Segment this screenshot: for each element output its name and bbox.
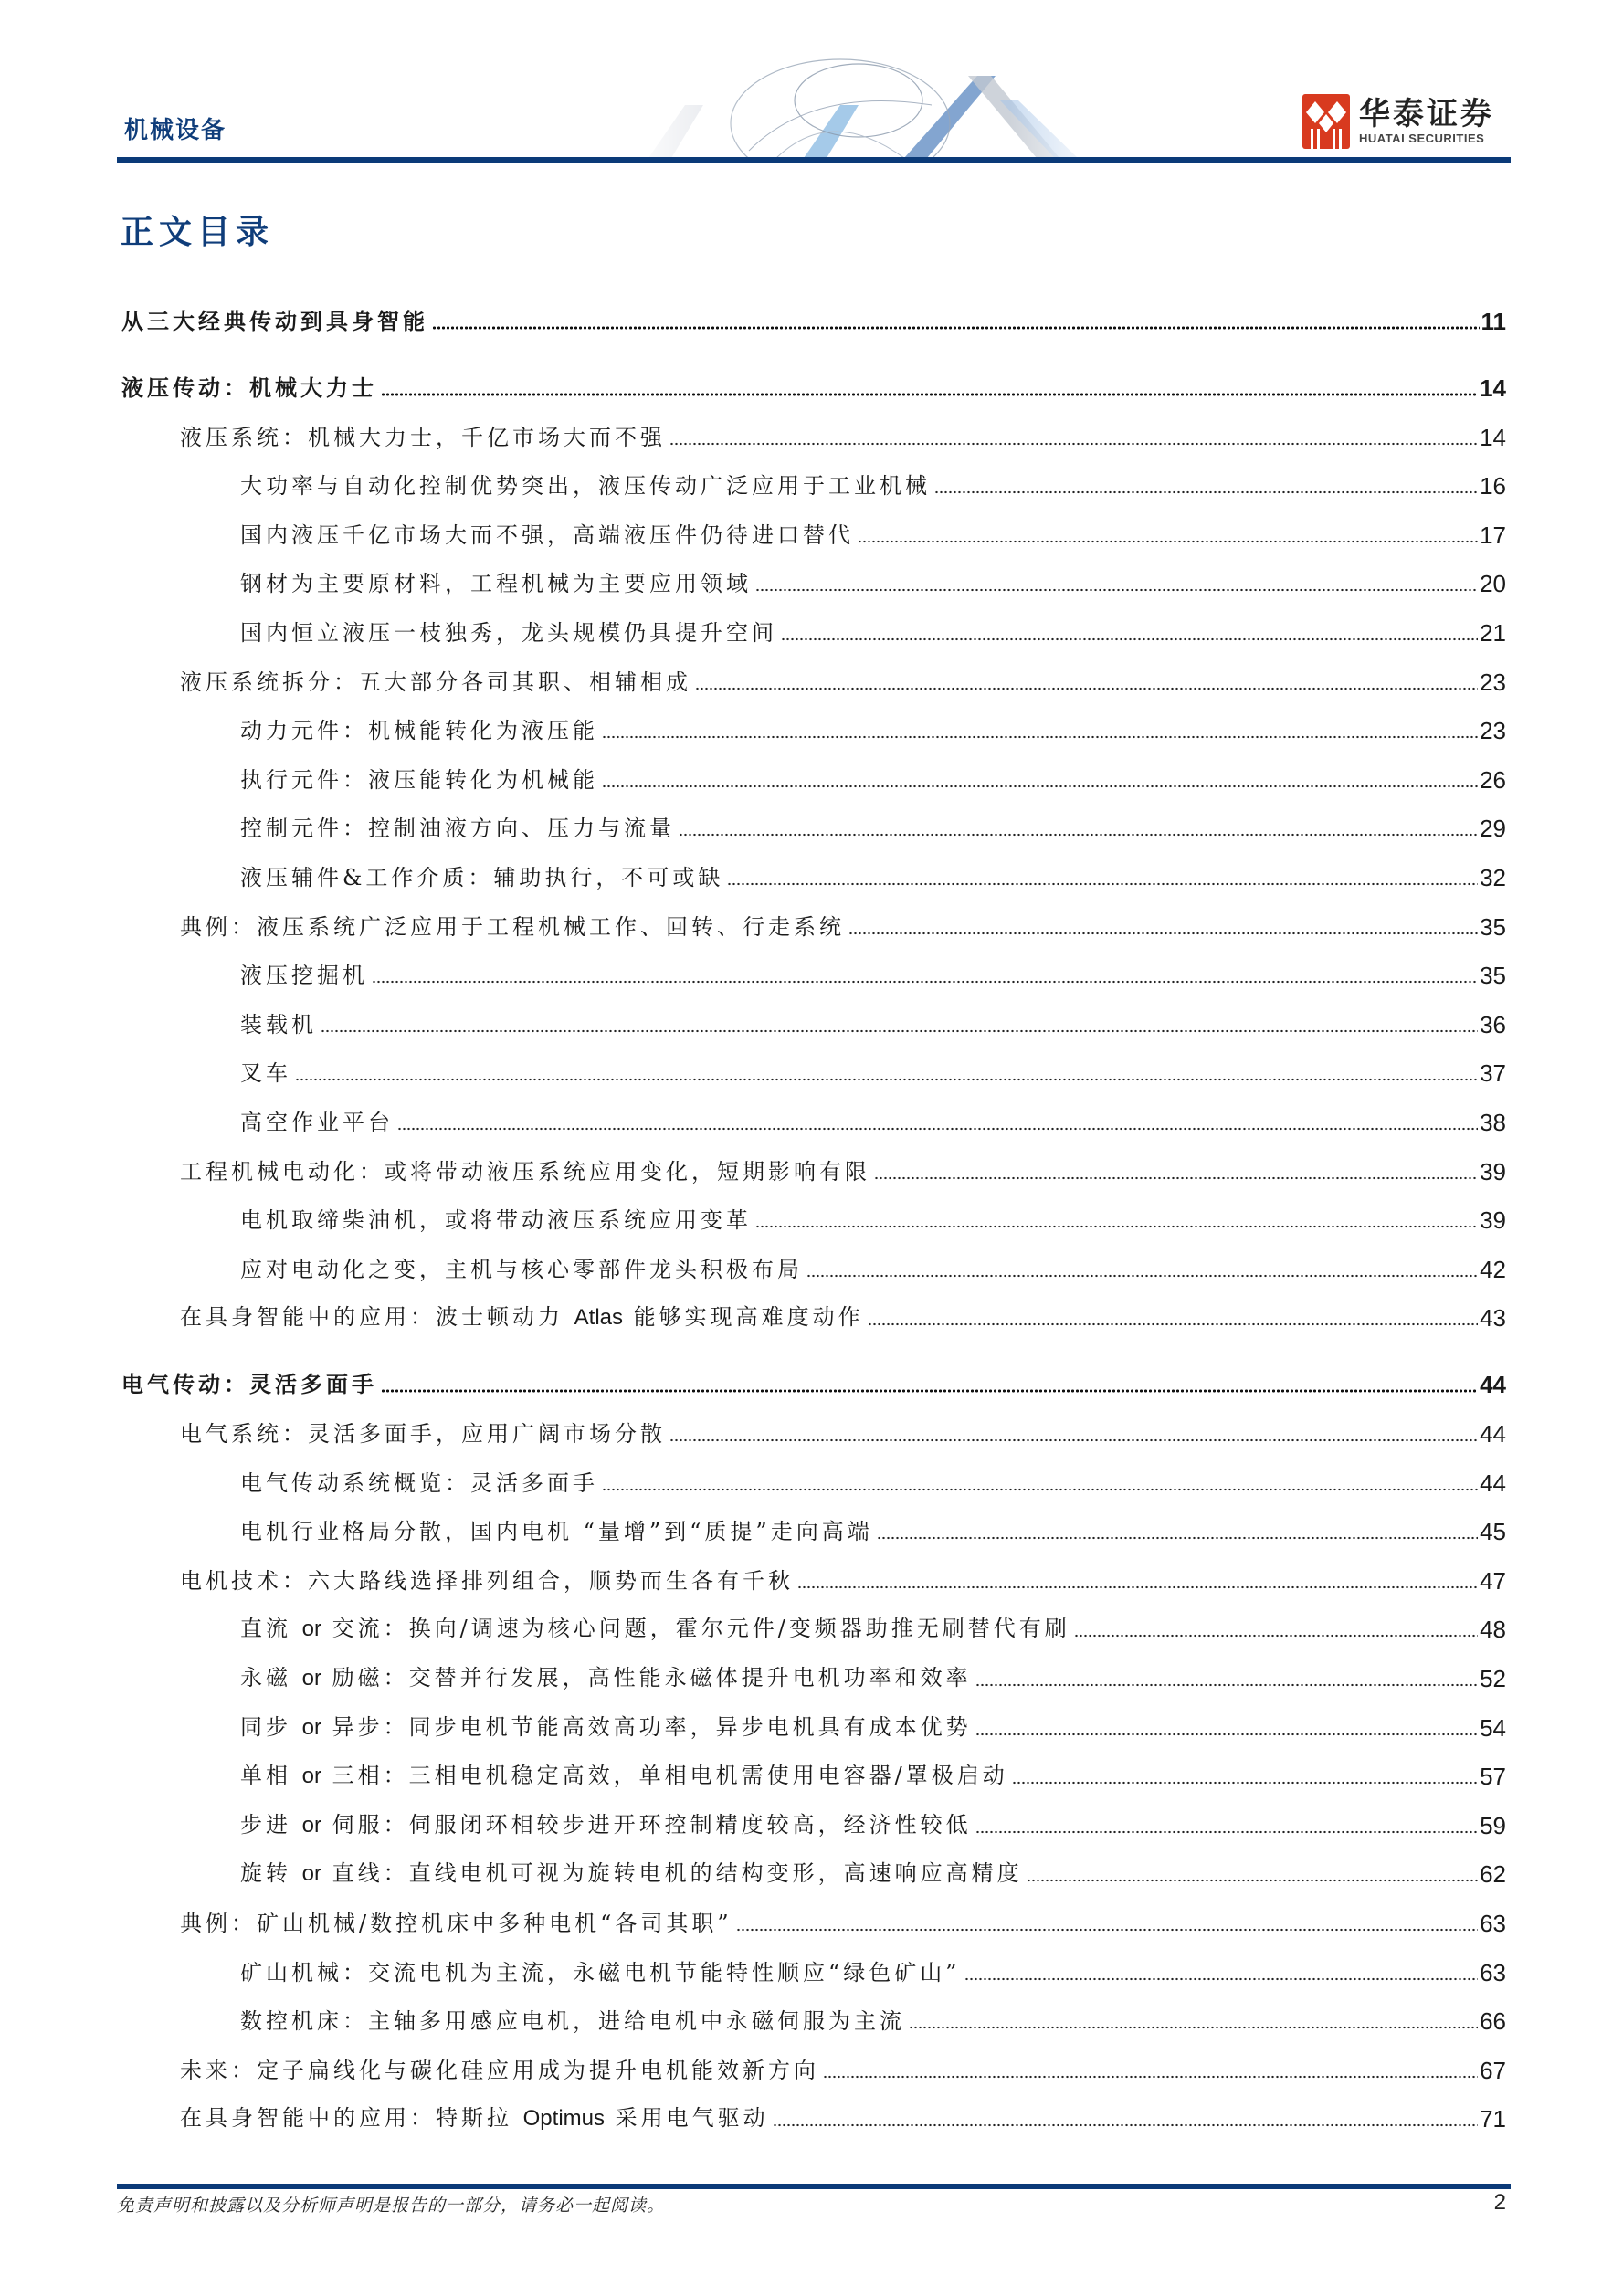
- toc-entry-title: 控制元件：控制油液方向、压力与流量: [240, 816, 675, 841]
- toc-entry-title: 电气传动系统概览：灵活多面手: [240, 1470, 598, 1496]
- dot-leader: [736, 1928, 1478, 1932]
- toc-entry[interactable]: [240, 1252, 1506, 1283]
- toc-entry-page: 43: [1480, 1304, 1506, 1332]
- toc-entry-page: 67: [1480, 2057, 1506, 2084]
- toc-entry-page: 35: [1480, 913, 1506, 941]
- dot-leader: [975, 1683, 1478, 1687]
- toc-entry[interactable]: [240, 1808, 1506, 1839]
- toc-entry-title: 液压系统拆分：五大部分各司其职、相辅相成: [180, 669, 691, 695]
- toc-entry-page: 32: [1480, 864, 1506, 891]
- toc-entry-title: 国内液压千亿市场大而不强，高端液压件仍待进口替代: [240, 522, 854, 548]
- dot-leader: [1012, 1781, 1478, 1785]
- toc-entry-title: 旋转 or 直线：直线电机可视为旋转电机的结构变形，高速响应高精度: [240, 1860, 1023, 1886]
- toc-entry-page: 29: [1480, 815, 1506, 842]
- toc-entry-title: 典例：液压系统广泛应用于工程机械工作、回转、行走系统: [180, 914, 845, 940]
- toc-entry[interactable]: [240, 1661, 1506, 1692]
- toc-entry-title: 同步 or 异步：同步电机节能高效高功率，异步电机具有成本优势: [240, 1714, 972, 1740]
- toc-entry-page: 44: [1480, 1420, 1506, 1448]
- toc-entry[interactable]: [180, 2101, 1506, 2133]
- dot-leader: [755, 588, 1478, 592]
- dot-leader: [602, 785, 1478, 788]
- toc-entry[interactable]: [240, 1466, 1506, 1497]
- toc-entry-page: 21: [1480, 619, 1506, 647]
- toc-entry-page: 48: [1480, 1616, 1506, 1643]
- toc-entry[interactable]: [240, 1612, 1506, 1643]
- dot-leader: [877, 1536, 1478, 1540]
- toc-entry-title: 液压传动：机械大力士: [121, 374, 377, 401]
- toc-entry[interactable]: [180, 1301, 1506, 1332]
- toc-entry-page: 59: [1480, 1812, 1506, 1839]
- toc-entry[interactable]: [240, 1056, 1506, 1087]
- toc-entry[interactable]: [240, 763, 1506, 794]
- toc-entry-title: 数控机床：主轴多用感应电机，进给电机中永磁伺服为主流: [240, 2008, 905, 2034]
- dot-leader: [381, 1389, 1478, 1393]
- toc-entry-page: 71: [1480, 2105, 1506, 2133]
- brand-name-en: HUATAI SECURITIES: [1359, 132, 1485, 145]
- toc-entry-title: 液压挖掘机: [240, 963, 368, 988]
- huatai-logo: [1302, 91, 1494, 152]
- footer-divider: [117, 2184, 1511, 2189]
- toc-entry-page: 17: [1480, 521, 1506, 549]
- toc-entry-page: 44: [1480, 1469, 1506, 1497]
- dot-leader: [773, 2123, 1478, 2127]
- dot-leader: [781, 637, 1478, 641]
- header-divider: [117, 157, 1511, 163]
- dot-leader: [381, 393, 1478, 396]
- dot-leader: [806, 1274, 1478, 1278]
- dot-leader: [432, 326, 1480, 330]
- toc-entry[interactable]: [180, 2053, 1506, 2084]
- toc-entry-page: 39: [1480, 1206, 1506, 1234]
- toc-entry-title: 钢材为主要原材料，工程机械为主要应用领域: [240, 571, 752, 596]
- toc-entry[interactable]: [180, 910, 1506, 941]
- toc-entry-page: 20: [1480, 570, 1506, 597]
- toc-entry-page: 37: [1480, 1059, 1506, 1087]
- disclaimer-note: 免责声明和披露以及分析师声明是报告的一部分，请务必一起阅读。: [117, 2196, 666, 2216]
- toc-entry-page: 26: [1480, 766, 1506, 794]
- dot-leader: [679, 833, 1478, 837]
- toc-entry-page: 14: [1480, 374, 1506, 402]
- toc-entry-title: 在具身智能中的应用：特斯拉 Optimus 采用电气驱动: [180, 2105, 769, 2131]
- toc-entry[interactable]: [180, 1906, 1506, 1937]
- dot-leader: [669, 442, 1478, 446]
- dot-leader: [975, 1733, 1478, 1736]
- toc-entry-title: 动力元件：机械能转化为液压能: [240, 718, 598, 743]
- toc-entry-page: 42: [1480, 1256, 1506, 1283]
- toc-entry[interactable]: [180, 1154, 1506, 1185]
- toc-entry-page: 62: [1480, 1860, 1506, 1888]
- toc-entry[interactable]: [240, 2004, 1506, 2035]
- toc-entry-title: 未来：定子扁线化与碳化硅应用成为提升电机能效新方向: [180, 2058, 819, 2083]
- dot-leader: [727, 882, 1478, 886]
- dot-leader: [874, 1176, 1478, 1180]
- toc-entry-title: 工程机械电动化：或将带动液压系统应用变化，短期影响有限: [180, 1159, 870, 1185]
- dot-leader: [934, 490, 1478, 494]
- toc-entry-title: 从三大经典传动到具身智能: [121, 308, 428, 334]
- toc-entry[interactable]: [240, 1105, 1506, 1136]
- toc-entry-title: 应对电动化之变，主机与核心零部件龙头积极布局: [240, 1257, 803, 1282]
- toc-entry-page: 47: [1480, 1567, 1506, 1595]
- dot-leader: [868, 1322, 1478, 1326]
- dot-leader: [602, 1488, 1478, 1491]
- toc-entry-title: 电气系统：灵活多面手，应用广阔市场分散: [180, 1421, 666, 1447]
- toc-entry-page: 45: [1480, 1518, 1506, 1545]
- toc-entry-page: 14: [1480, 424, 1506, 451]
- toc-entry-title: 典例：矿山机械/数控机床中多种电机“各司其职”: [180, 1911, 732, 1936]
- toc-entry-title: 电机技术：六大路线选择排列组合，顺势而生各有千秋: [180, 1568, 794, 1594]
- toc-entry-title: 国内恒立液压一枝独秀，龙头规模仍具提升空间: [240, 620, 777, 646]
- dot-leader: [1074, 1634, 1478, 1638]
- toc-entry-page: 44: [1480, 1371, 1506, 1398]
- toc-entry-title: 永磁 or 励磁：交替并行发展，高性能永磁体提升电机功率和效率: [240, 1665, 972, 1690]
- page-number: 2: [1493, 2190, 1506, 2215]
- toc-entry-page: 54: [1480, 1714, 1506, 1742]
- toc-entry-page: 23: [1480, 669, 1506, 696]
- header-globe-decoration: [630, 50, 1105, 158]
- toc-entry[interactable]: [240, 713, 1506, 744]
- toc-entry-page: 63: [1480, 1959, 1506, 1986]
- toc-entry[interactable]: [180, 1564, 1506, 1595]
- toc-entry[interactable]: [240, 1514, 1506, 1545]
- dot-leader: [397, 1127, 1478, 1131]
- toc-entry-title: 电机行业格局分散，国内电机 “量增”到“质提”走向高端: [240, 1519, 873, 1544]
- toc-entry[interactable]: [240, 1711, 1506, 1742]
- dot-leader: [964, 1977, 1479, 1981]
- huatai-logo-mark-icon: [1302, 94, 1350, 149]
- toc-entry[interactable]: [240, 1955, 1506, 1986]
- toc-entry-title: 步进 or 伺服：伺服闭环相较步进开环控制精度较高，经济性较低: [240, 1812, 972, 1838]
- toc-entry-title: 装载机: [240, 1012, 317, 1037]
- dot-leader: [858, 540, 1478, 543]
- brand-name-cn: 华泰证券: [1359, 96, 1494, 132]
- toc-entry-title: 执行元件：液压能转化为机械能: [240, 767, 598, 793]
- toc-entry-title: 液压系统：机械大力士，千亿市场大而不强: [180, 425, 666, 450]
- dot-leader: [695, 687, 1478, 690]
- toc-entry-title: 液压辅件&工作介质：辅助执行，不可或缺: [240, 865, 724, 890]
- toc-entry-page: 36: [1480, 1011, 1506, 1038]
- industry-label: 机械设备: [124, 117, 227, 144]
- toc-entry-page: 16: [1480, 472, 1506, 500]
- dot-leader: [372, 980, 1478, 984]
- toc-entry[interactable]: [240, 860, 1506, 891]
- toc-entry-page: 52: [1480, 1665, 1506, 1692]
- toc-entry-page: 66: [1480, 2007, 1506, 2035]
- toc-entry-title: 高空作业平台: [240, 1110, 394, 1135]
- toc-entry-page: 38: [1480, 1109, 1506, 1136]
- toc-entry-title: 单相 or 三相：三相电机稳定高效，单相电机需使用电容器/罩极启动: [240, 1763, 1008, 1788]
- dot-leader: [755, 1225, 1478, 1228]
- dot-leader: [975, 1830, 1478, 1834]
- toc-entry-title: 矿山机械：交流电机为主流，永磁电机节能特性顺应“绿色矿山”: [240, 1960, 961, 1985]
- toc-entry-title: 叉车: [240, 1060, 291, 1086]
- toc-entry[interactable]: [240, 616, 1506, 647]
- toc-entry[interactable]: [180, 665, 1506, 696]
- toc-entry[interactable]: [240, 518, 1506, 549]
- toc-entry[interactable]: [240, 1857, 1506, 1888]
- toc-entry-title: 直流 or 交流：换向/调速为核心问题，霍尔元件/变频器助推无刷替代有刷: [240, 1616, 1070, 1641]
- dot-leader: [295, 1078, 1478, 1081]
- toc-entry-title: 电机取缔柴油机，或将带动液压系统应用变革: [240, 1207, 752, 1233]
- dot-leader: [823, 2075, 1478, 2079]
- toc-entry-page: 63: [1480, 1910, 1506, 1937]
- dot-leader: [321, 1029, 1478, 1033]
- toc-entry[interactable]: [121, 1367, 1506, 1398]
- toc-entry[interactable]: [240, 811, 1506, 842]
- toc-entry[interactable]: [240, 1759, 1506, 1790]
- toc-entry[interactable]: [240, 566, 1506, 597]
- toc-entry-page: 57: [1480, 1763, 1506, 1790]
- toc-entry-page: 35: [1480, 962, 1506, 989]
- toc-entry-title: 大功率与自动化控制优势突出，液压传动广泛应用于工业机械: [240, 473, 931, 499]
- dot-leader: [669, 1438, 1478, 1442]
- toc-entry[interactable]: [240, 1007, 1506, 1038]
- toc-entry[interactable]: [121, 304, 1506, 335]
- toc-entry-title: 在具身智能中的应用：波士顿动力 Atlas 能够实现高难度动作: [180, 1304, 864, 1330]
- toc-entry[interactable]: [180, 1417, 1506, 1448]
- dot-leader: [602, 735, 1478, 739]
- toc-entry-page: 11: [1481, 308, 1506, 335]
- toc-entry[interactable]: [121, 371, 1506, 402]
- toc-entry-page: 23: [1480, 717, 1506, 744]
- toc-entry[interactable]: [240, 1203, 1506, 1234]
- toc-title: 正文目录: [121, 213, 275, 251]
- dot-leader: [1027, 1879, 1478, 1882]
- dot-leader: [848, 932, 1478, 935]
- toc-entry[interactable]: [240, 958, 1506, 989]
- toc-entry-page: 39: [1480, 1158, 1506, 1185]
- toc-entry[interactable]: [240, 469, 1506, 500]
- toc-entry[interactable]: [180, 420, 1506, 451]
- dot-leader: [909, 2026, 1478, 2029]
- toc-entry-title: 电气传动：灵活多面手: [121, 1371, 377, 1397]
- dot-leader: [797, 1585, 1478, 1589]
